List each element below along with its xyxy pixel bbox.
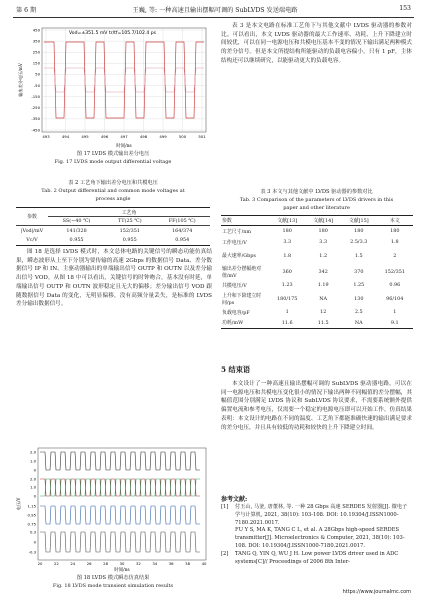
table-3 [221,215,413,329]
figure-17-ytick: -350 [31,116,40,122]
table-3-cell: 360 [282,268,292,275]
references-list [221,504,412,566]
table-3-cell: 1 [285,309,289,315]
table-3-cell: 12 [320,309,327,315]
figure-17-ytick: -250 [31,105,40,111]
figure-17-xtick: 497 [120,134,128,139]
figure-18-xlabel: 时间/ns [114,568,130,573]
table-3-row-label: 工作电压/V [222,239,247,246]
table-3-cell: 9.1 [377,318,413,329]
figure-18-ylabel: 电压/V [16,497,21,511]
references-heading: 参考文献: [221,496,248,503]
figure-18-ylabel-tick: 0 [33,467,36,473]
header-page-number: 153 [399,5,411,12]
table-3-cell: 1.19 [317,282,329,288]
figure-17-xtick: 499 [159,134,167,139]
figure-17-caption-cn: 图 17 LVDS 模式输出差分电压 [76,151,150,157]
figure-18-ylabel-tick: 0.75 [27,521,36,527]
table-3-cell: 1 [393,309,397,315]
table-3-caption-en-2: paper and other literature [283,205,350,211]
figure-17-ytick: 450 [32,27,40,33]
figure-17-ytick: 150 [32,60,40,66]
table-3-col-param: 参数 [221,216,269,226]
figure-17-xtick: 493 [42,134,50,139]
figure-17-xtick: 494 [61,134,70,139]
table-3-cell: NA [341,318,377,329]
table-3-col-ref13: 文献[13] [269,216,305,226]
table-3-cell: 180 [390,228,400,235]
table-3-cell: NA [319,295,328,302]
reference-item [221,504,412,527]
figure-17-ytick: -50 [33,82,40,88]
figure-18-ylabel-tick: 1.15 [27,503,36,509]
left-body-paragraph: 图 18 是选择 LVDS 模式时，本文总体电路的关键信号的瞬态功能仿真结果，瞬态波形从上至下分别为要传输的高速 2Gbps 的数据信号 Data、差分数据信号 IP 和 IN、主驱动器输出的单端输出信号 OUTP 和 OUTN 以及差分输出信号 VOD。从图 18 中可以看出，关键信号的时钟吻合，基本没有时延，单端输出信号 OUTP 和 OUTN 波形稳定且无大的偏移；差分输出信号 VOD 跟随数据信号 Data 的变化，无明显偏移，没有高频分量丢失，是标准的 LVDS 差分输出数据信号。 [16,249,212,308]
figure-17-plot [14,22,212,150]
table-2-col-param: 参数 [16,208,48,226]
table-3-cell: 1.23 [281,282,293,288]
figure-18-ylabel-tick: 0 [33,493,36,499]
figure-17-xtick: 501 [198,134,206,139]
figure-18-ylabel-tick: 0 [33,539,36,545]
table-3-cell: 152/351 [384,268,405,275]
figure-18-xtick: 32 [135,561,141,566]
reference-number: [1] [221,504,229,510]
table-3-cell: 11.6 [269,318,305,329]
figure-17-ytick: -450 [31,127,40,133]
figure-17-xtick: 498 [139,134,148,139]
right-body-paragraph-1: 表 3 是本文电路在标准工艺角下与其他文献中 LVDS 驱动器的参数对比。可以看出，本文 LVDS 驱动器的最大工作速率、功耗、上升下降建立时间较优，可以在同一电源电压和共模电压基本不变的情况下输出满足两种模式的差分信号。但是本文所提结构所能驱动的负载电容偏小，只有 1 pF，主体结构还可以继续研究，以能驱动更大的负载电容。 [221,23,412,64]
table-3-caption-en-1: Tab. 3 Comparison of the parameters of LVDS drivers in this [239,197,394,203]
figure-18-ylabel-tick: 2.0 [29,476,36,482]
right-body-paragraph-2: 本文设计了一种高速且输出摆幅可调的 SubLVDS 驱动器电路，可以在同一电源电压和共模电压变化很小的情况下输出两种不同幅值的差分摆幅，其幅值范围分别满足 LVDS 协议和 SubLVDS 协议要求，不需要系统额外提供偏置电流和参考电压，仅需要一个稳定的电源电压即可以开始工作。仿真结果表明：本文设计的电路在不同的温度、工艺角下都能准确快速的输出满足要求的差分电压，并且具有较低的功耗和较快的上升下降建立时间。 [221,381,412,431]
figure-17-ytick: -150 [31,93,40,99]
table-2 [16,207,210,246]
table-2-cell: 164/374 [154,226,210,236]
figure-18-xtick: 26 [86,561,92,566]
table-2-cell: 0.955 [105,236,154,246]
table-2-col-ff: FF(105 ℃) [154,217,210,226]
table-2-caption-en-1: Tab. 2 Output differential and common mode voltages at [41,188,185,194]
table-2-cell: 0.955 [48,236,105,246]
figure-18-xtick: 28 [103,561,109,566]
figure-18 [14,444,212,574]
table-3-cell: 96/104 [386,295,404,302]
figure-18-ylabel-tick: 0.95 [27,512,36,518]
table-3-row-label: 功耗/mW [221,318,269,329]
table-3-cell: 1.2 [319,252,328,259]
journal-url[interactable]: https://www.journalmc.com [342,589,411,595]
table-3-caption-cn: 表 3 本文与其他文献中 LVDS 驱动器的参数对比 [260,189,373,195]
figure-18-xtick: 24 [70,561,76,566]
figure-18-ylabel-tick: 1.0 [29,458,36,464]
figure-18-ylabel-tick: 0.3 [29,529,36,535]
table-3-col-this: 本文 [377,216,413,226]
table-3-cell: 0.96 [389,282,401,288]
figure-17-xlabel: 时间/ns [116,144,132,149]
table-3-cell: 130 [354,295,364,302]
figure-17-ytick: 350 [32,38,40,44]
table-3-cell: 1.8 [390,239,399,245]
reference-text: TANG Q, YIN Q, WU J H. Low power LVDS driver used in ADC systems[C]// Proceedings of 2006 8th Inter- [235,550,399,565]
table-3-cell: 3.3 [283,239,292,245]
table-3-cell: 370 [354,268,364,275]
table-2-row-label: |Vod|/mV [16,226,48,236]
figure-17-caption-en: Fig. 17 LVDS mode output differential voltage [54,159,172,165]
table-3-row-label: 工艺尺寸/nm [222,228,251,235]
table-3-row-label: 负载电容/pF [222,309,250,316]
figure-17-annotation: Vod=±351.5 mV tr/tf=105.7/102.4 ps [69,31,157,36]
header-issue: 第 6 期 [16,7,37,14]
table-3-cell: 1.8 [283,252,292,259]
reference-item [221,551,412,567]
figure-18-caption-en: Fig. 18 LVDS mode transient simulation results [52,583,174,589]
section-5-heading: 5 结束语 [221,365,251,374]
table-3-cell: 180 [282,228,292,235]
table-3-cell: 1.5 [354,252,363,259]
table-3-row-label: 输出差分摆幅绝对值/mV [222,265,262,279]
figure-17-ytick: 50 [35,71,40,77]
reference-number: [2] [221,550,229,557]
table-3-row-label: 共模电压/V [222,282,247,289]
table-2-row-label: Vc/V [16,236,48,246]
table-2-cell: 141/328 [48,226,105,236]
table-2-cell: 152/351 [105,226,154,236]
table-3-cell: 2.5/3.3 [350,239,368,245]
figure-18-xtick: 22 [53,561,59,566]
figure-18-xtick: 30 [119,561,125,566]
table-3-row-label: 上升和下降建立时间/ps [222,292,262,306]
table-2-caption-cn: 表 2 工艺角下输出差分电压和共模电压 [68,180,158,186]
table-3-cell: 1.25 [353,282,365,288]
header-rule [13,17,414,18]
table-2-group-header: 工艺角 [48,208,210,217]
table-3-cell: 180 [318,228,328,235]
figure-18-ylabel-tick: -0.3 [28,549,36,555]
reference-text: 付玉山, 马釜, 唐董林, 等. 一种 28 Gbps 高速 SERDES 发射器[J]. 微电子学与计算机, 2021, 38(10): 103-108. DOI: 10.19304/J.ISSN1000-7180.2021.0017. [235,504,408,526]
table-3-cell: 2 [393,252,397,259]
reference-text: FU Y S, MA K, TANG C L, et al. A 28Gbps high-speed SERDES transmitter[J]. Microelectronics & Computer, 2021, 38(10): 103-108. DOI: 10.19304/J.ISSN1000-7180.2021.0017. [235,527,405,549]
figure-18-xtick: 40 [201,561,207,566]
figure-18-xtick: 20 [37,561,43,566]
figure-18-xtick: 36 [168,561,174,566]
figure-18-caption-cn: 图 18 LVDS 模式瞬态仿真结果 [76,575,150,581]
figure-17-ytick: 250 [32,49,40,55]
figure-17-xtick: 500 [178,134,187,139]
header-running-title: 王巍, 等: 一种高速且输出摆幅可调的 SubLVDS 发送端电路 [132,7,298,14]
table-3-cell: 180 [354,228,364,235]
figure-18-xtick: 38 [185,561,191,566]
table-3-cell: 2.5 [354,309,363,315]
table-3-cell: 342 [318,268,328,275]
table-3-cell: 3.3 [319,239,328,245]
figure-18-ylabel-tick: 2.0 [29,449,36,455]
figure-18-xtick: 34 [152,561,158,566]
table-3-cell: 11.5 [305,318,341,329]
table-2-col-tt: TT(25 ℃) [105,217,154,226]
figure-17 [14,22,212,150]
table-2-caption-en-2: process angle [95,196,131,202]
figure-17-xtick: 496 [100,134,109,139]
table-3-cell: 180/175 [277,295,298,302]
table-2-cell: 0.954 [154,236,210,246]
figure-17-ylabel: 输出差分电压/mV [18,63,23,97]
table-2-col-ss: SS(−40 ℃) [48,217,105,226]
figure-18-plot [14,444,212,574]
table-3-row-label: 最大速率/Gbps [222,253,256,259]
figure-18-ylabel-tick: 1.0 [29,484,36,490]
reference-item [221,527,412,550]
figure-17-xtick: 495 [81,134,89,139]
table-3-col-ref15: 文献[15] [341,216,377,226]
table-3-col-ref14: 文献[14] [305,216,341,226]
